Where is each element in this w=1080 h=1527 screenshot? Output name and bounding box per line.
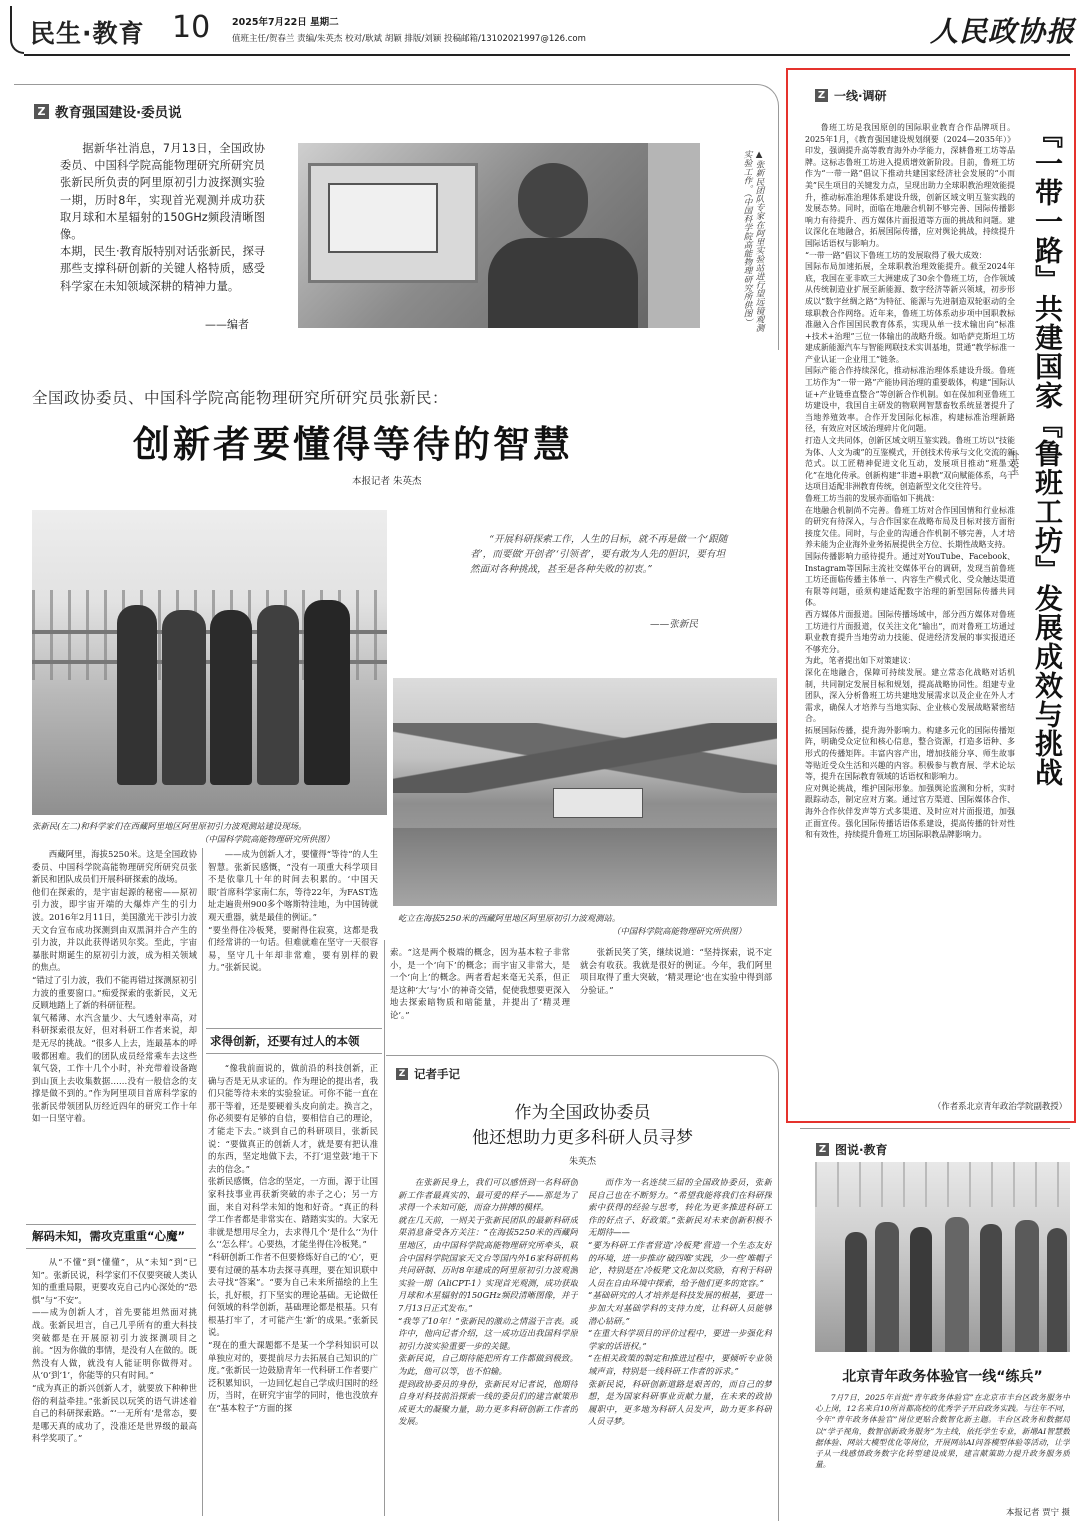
main-photo-2-credit: （中国科学院高能物理研究所供图） (612, 926, 746, 936)
notes-column-2: 而作为一名连续三届的全国政协委员，张新民自己也在不断努力。“希望我能将我们在科研探索中获得的经验与思考，转化为更多推进科研工作的好点子、好政策。”张新民对未来创新积极不无期待—— “要为科研工作者营造‘冷板凳’营造一个生态友好的环境，进一步推动‘破四唯’实践，少一些‘唯帽子论’，特别是在‘冷板凳’文化加以奖励，有利于科研人员在自由环境中探索，给予他们更多的宽容。” “基础研究的人才培养是科技发展的根基，要进一步加大对基础学科的支持力度，让科研人员能够潜心钻研。” “在重大科学项目的评价过程中，要进一步强化科学家的话语权。” “在相关政策的制定和推进过程中，要倾听专业领域声音，特别是一线科研工作者的诉求。” 张新民说，科研创新道路是艰苦的，而自己的梦想，是为国家科研事业贡献力量，在未来的政协履职中，更多地为科研人员发声，助力更多科研人员寻梦。 (588, 1177, 772, 1427)
photo-news-frame (800, 1128, 1070, 1129)
main-column-3: 索。“这是两个极端的概念，因为基本粒子非常小，是一个‘向下’的概念；而宇宙又非常大，是一个‘向上’的概念。两者看起来毫无关系，但正是这种‘大’与‘小’的神奇交错，促使我想要更深入地去探索暗物质和暗能量，并提出了‘精灵理论’。” (390, 947, 570, 1020)
main-subhead-2: 求得创新，还要有过人的本领 (210, 1034, 360, 1048)
frontline-author-note: （作者系北京青年政治学院副教授） (933, 1101, 1067, 1111)
intro-photo-caption: ▲张新民团队专家在阿里实验站进行望远镜观测实验工作。（中国科学院高能物理研究所供图） (742, 150, 764, 332)
main-photo-1-caption: 张新民(左二)和科学家们在西藏阿里地区阿里原初引力波观测站建设现场。 (32, 821, 307, 831)
notes-column-1: 在张新民身上，我们可以感悟到一名科研创新工作者最真实的、最可爱的样子——那是为了求得一个未知可能，而奋力拼搏的模样。 就在几天前，一则关于张新民团队的最新科研成果消息备受各方关注：“在海拔5250米的西藏阿里地区，由中国科学院高能物理研究所牵头，联合中国科学院国家天文台等国内外16家科研机构共同研制、历时8年建成的阿里原初引力波观测实验一期（AliCPT-1）实现首光观测，成功获取月球和木星辐射的150GHz频段清晰图像，并于7月13日正式发布。” “我等了10年！”张新民的激动之情溢于言表。或许中，他向记者介绍，这一成功迈出我国科学原初引力波实验重要一步的关键。 张新民说，自己期待能把所有工作都做到极致。为此，他可以等，也不怕输。 提到政协委员的身份，张新民对记者说，他期待自身对科技前沿探索一线的委员们的建言献策形成更大的凝聚力量，助力更多科研创新工作者的发展。 (398, 1177, 578, 1427)
photo-news-section-label: Z 图说·教育 (816, 1141, 888, 1158)
main-headline: 创新者要懂得等待的智慧 (133, 422, 573, 466)
section-z-icon: Z (815, 89, 828, 102)
main-subhead-2-rule-top (206, 1028, 382, 1029)
frontline-section-label: Z 一线·调研 (815, 87, 887, 104)
issue-date: 2025年7月22日 星期二 (232, 17, 339, 28)
main-column-1b: 从“不懂”到“懂懂”，从“未知”到“已知”。张新民说，科学家们不仅要突破人类认知的重重局限，更要攻克自己内心深处的“恐惧”与“不安”。 ——成为创新人才，首先要能坦然面对挑战。张新民坦言，自己几乎所有的重大科技突破都是在开展原初引力波探测项目之前。“因为你做的事情，是没有人在做的。既然没有人做，就没有人能证明你做得对。从‘0’到‘1’，你能等的只有时间。” “成为真正的新兴创新人才，就要放下种种世俗的利益牵挂。”张新民以玩笑的语气讲述着自己的科研探索路。“‘一无所有’是常态，要是哪天真的成功了，没准还是世界级的最高科学奖项了。” (32, 1257, 197, 1444)
section-name: 民生·教育 (30, 19, 145, 48)
main-column-2b: “像我前面说的，做前沿的科技创新，正确与否是无从求证的。作为理论的提出者，我们只能等待未来的实验验证。可你不能一直在那干等着，还是要硬着头皮向前走。换言之，你必须要有足够的自信，要相信自己的理论，才能走下去。”谈到自己的科研项目，张新民说：“要做真正的创新人才，就是要有把认准的东西，坚定地做下去，不打‘退堂鼓’地干下去的信念。” 张新民感慨，信念的坚定，一方面，源于让国家科技事业再获新突破的赤子之心；另一方面，来自对科学未知的饱和好奇。“真正的科学工作者都是非常实在、踏踏实实的。大家无非就是想用尽全力，去求得几个‘是什么’‘为什么’‘怎么样’。心要热，才能坐得住冷板凳。” “科研创新工作者不但要修炼好自己的‘心’，更要有过硬的基本功去探寻真理，要在知识联中去寻找“答案”。“要为自己未来所描绘的上生长，扎好根，打下坚实的理论基础。无论做任何领域的科学创新，基础理论都是根基。只有根基打牢了，才可能产生‘新’的成果。”张新民说。 “现在的重大课题都不是某一个学科知识可以单独应对的，要提前尽力去拓展自己知识的广度。”张新民一边鼓励青年一代科研工作者要广泛积累知识，一边回忆起自己学成归国时的经历，当时，在研究宇宙学的同时，他也没放弃在“基本粒子”方面的探 (208, 1063, 378, 1414)
notes-byline: 朱英杰 (568, 1157, 596, 1167)
main-photo-2-caption: 屹立在海拔5250米的西藏阿里地区阿里原初引力波观测站。 (398, 913, 621, 923)
photo-news-credit: 本报记者 贾宁 摄 (1006, 1507, 1070, 1517)
main-kicker: 全国政协委员、中国科学院高能物理研究所研究员张新民： (32, 389, 449, 407)
main-column-1: 西藏阿里，海拔5250米。这是全国政协委员、中国科学院高能物理研究所研究员张新民和团队成员们开展科研探索的战场。 他们在探索的，是宇宙起源的秘密——原初引力波，即宇宙开端的大爆炸产生的引力波。2016年2月11日，美国激光干涉引力波天文台宣布成功探测到由双黑洞并合产生的引力波，并以此获得诺贝尔奖。至此，宇宙暴胀时期诞生的原初引力波，成为相关领域的焦点。 “错过了引力波，我们不能再错过探测原初引力波的重要窗口。”痴爱探索的张新民，义无反顾地踏上了新的科研征程。 氧气稀薄、水汽含量少、大气透射率高，对科研探索很友好，但对科研工作者来说，却是无尽的挑战。“很多人上去，连最基本的呼吸都困难。我们的团队成员经常乘车去这些氧气袋，工作十几个小时，补充带着设备跑到山顶上去收集数据……没有一般信念的支撑是做不到的。”作为阿里项目首席科学家的张新民带领团队历经近四年的研究工作十年如一日坚守着。 (32, 849, 197, 1124)
frontline-headline: 『一带一路』共建国家『鲁班工坊』发展成效与挑战 (1031, 120, 1064, 787)
main-column-4: 张新民笑了笑，继续说道：“坚持探索，说不定就会有收获。我就是很好的例证。今年，我们阿里项目取得了重大突破，‘精灵理论’也在实验中得到部分验证。” (580, 947, 772, 995)
main-subhead-2-rule-bottom (206, 1053, 382, 1054)
section-z-icon: Z (34, 104, 49, 119)
page-number: 10 (172, 10, 211, 45)
main-column-2: ——成为创新人才，要懂得“等待”的人生智慧。张新民感慨，“没有一项重大科学项目不是依靠几十年的时间去积累的。‘中国天眼’首席科学家南仁东，等待22年，为FAST选址走遍贵州900多个喀斯特洼地，为中国铸就观天重器，就是最佳的例证。” “要坐得住冷板凳，要耐得住寂寞，这都是我们经常讲的一句话。但难就难在坚守一天很容易，坚守几十年却非常难，要有别样的毅力。”张新民说。 (208, 849, 378, 973)
masthead-rule (24, 54, 1070, 56)
intro-section-label: Z 教育强国建设·委员说 (34, 101, 182, 121)
frontline-author: 朴英玉 (1010, 450, 1020, 476)
intro-signoff: ——编者 (205, 318, 249, 331)
main-byline: 本报记者 朱英杰 (352, 476, 422, 487)
section-z-icon: Z (396, 1068, 408, 1080)
intro-photo (298, 143, 700, 328)
main-photo-1-credit: （中国科学院高能物理研究所供图） (200, 834, 334, 844)
main-pull-quote: “开展科研探索工作，人生的目标，就不再是做一个‘跟随者’，而要做‘开创者’‘引领者’，要有敢为人先的胆识，要有坦然面对各种挑战，甚至是各种失败的初衷。” (470, 534, 728, 575)
main-photo-1 (32, 510, 387, 815)
masthead (0, 0, 1080, 64)
main-pull-quote-attr: ——张新民 (650, 619, 698, 630)
photo-news-body: 7月7日，2025年首批“青年政务体验官”在北京市丰台区政务服务中心上岗，12名来自10所首都高校的优秀学子开启政务实践。与往年不同，今年“青年政务体验官”岗位更贴合数智化新主题。丰台区政务和数据局以“学子视角，数智创新政务服务”为主线，依托学生专业，新增AI智慧数据体验、网站大模型优化等岗位，开展网站AI问答模型体验等活动，让学子从一线感悟政务数字化转型建设成果，建言献策助力提升政务服务质量。 (815, 1393, 1070, 1470)
photo-news-headline: 北京青年政务体验官一线“练兵” (842, 1369, 1043, 1385)
section-z-icon: Z (816, 1143, 829, 1156)
main-photo-2 (393, 678, 777, 906)
notes-headline-line-2: 他还想助力更多科研人员寻梦 (472, 1128, 693, 1148)
main-subhead-1-rule-bottom (26, 1248, 196, 1249)
notes-headline-line-1: 作为全国政协委员 (514, 1103, 651, 1123)
main-subhead-1-rule-top (26, 1224, 196, 1225)
notes-section-label: Z 记者手记 (396, 1066, 460, 1082)
paper-name-logo: 人民政协报 (930, 15, 1076, 48)
intro-text: 据新华社消息，7月13日，全国政协委员、中国科学院高能物理研究所研究员张新民所负责的阿里原初引力波探测实验一期，历时8年，实现首光观测并成功获取月球和木星辐射的150GHz频段清晰图像。 本期，民生·教育版特别对话张新民，探寻那些支撑科研创新的关键人格特质，感受科学家在未知领域深耕的精神力量。 (60, 142, 265, 293)
masthead-bracket (10, 6, 24, 54)
staff-credits: 值班主任/贺春兰 责编/朱英杰 校对/耿斌 胡颖 排版/刘颖 投稿邮箱/13102021997@126.com (232, 34, 586, 44)
frontline-body: 鲁班工坊是我国原创的国际职业教育合作品牌项目。2025年1月，《教育强国建设规划纲要（2024—2035年）》印发，强调提升高等教育海外办学能力，深耕鲁班工坊等品牌。这标志鲁班工坊进入提质增效新阶段。目前，鲁班工坊作为“一带一路”倡议下推动共建国家经济社会发展的“小而美”民生项目的关键发力点，呈现出助力全球职教治理效能提升，推动标准治理体系建设升级，创新区域文明互鉴实践的发展态势。同时，面临在地融合机制不够完善、国际传播影响力有待提升、西方媒体片面报道等方面的挑战和问题。建议深化在地融合，拓展国际传播，应对舆论挑战，持续提升国际话语权与影响力。 “一带一路”倡议下鲁班工坊的发展取得了极大成效： 国际布局加速拓展，全球职教治理效能提升。截至2024年底，我国在亚非欧三大洲建成了30余个鲁班工坊，合作领域从传统制造业扩展至新能源、数字经济等新兴领域，初步形成以“数字丝绸之路”为特征、能源与先进制造双轮驱动的全球职教合作网络。近年来，鲁班工坊体系动步项中国职教标准融入合作国国民教育体系，实现从单一技术输出向“标准+技术+治理”三位一体输出的战略升级。如哈萨克斯坦工坊建成新能源汽车与智能网联技术实训基地，贯通“教学标准一产业认证一企业用工”链条。 国际产能合作持续深化，推动标准治理体系建设升级。鲁班工坊作为“一带一路”产能协同治理的重要载体，构建“国际认证+产业链垂直整合”等创新合作机制。如在保加利亚鲁班工坊建设中，我国自主研发的物联网智慧畜牧系统显著提升了当地养殖效率。合作开发国际化标准，构建标准治理新路径，有效应对区域治理碎片化问题。 打造人文共同体，创新区域文明互鉴实践。鲁班工坊以“技能为体、人文为魂”的互鉴模式，开创技术传承与文化交流的新范式。以工匠精神促进文化互动，发展项目推动“班墨文化”在地化传承。创新构建“非遗+职教”双向赋能体系，乌干达项目适配非洲教育传统，创造新型文化交往符号。 鲁班工坊当前的发展亦面临如下挑战： 在地融合机制尚不完善。鲁班工坊对合作国国情和行业标准的研究有待深入，与合作国家在战略布局及目标对接方面衔接度欠佳。同时，与企业的沟通合作机制不够完善，人才培养未能为企业海外业务拓展提供全方位、长期性战略支持。 国际传播影响力亟待提升。通过对YouTube、Facebook、Instagram等国际主流社交媒体平台的调研，发现当前鲁班工坊还面临传播主体单一、内容生产模式化、受众触达渠道有限等问题，亟须构建适配数字治理的新型国际传播共同体。 西方媒体片面报道。国际传播场域中，部分西方媒体对鲁班工坊进行片面报道，仅关注文化“输出”，而对鲁班工坊通过职业教育提升当地劳动力技能、促进经济发展的事实报道还不够充分。 为此，笔者提出如下对策建议： 深化在地融合，保障可持续发展。建立常态化战略对话机制，共同制定发展目标和规划，提高战略协同性。组建专业团队，深入分析鲁班工坊共建地发展需求以及企业在外人才需求，确保人才培养与当地实际、企业核心发展战略紧密结合。 拓展国际传播，提升海外影响力。构建多元化的国际传播矩阵，明确受众定位和核心信息，整合资源，打造多语种、多形式的传播矩阵。丰富内容产出，增加技能分享、师生故事等贴近受众生活和兴趣的内容。积极参与教育展、学术论坛等，提升在国际教育领域的话语权和影响力。 应对舆论挑战，维护国际形象。加强舆论监测和分析，实时跟踪动态，制定应对方案。通过官方渠道、国际媒体合作、海外合作伙伴发声等方式多渠道、及时应对片面报道，加强正面宣传。强化国际传播话语体系建设，提高传播的针对性和有效性，持续提升鲁班工坊国际职教品牌影响力。 (805, 123, 1015, 840)
main-subhead-1: 解码未知，需攻克重重“心魔” (32, 1229, 186, 1243)
photo-news-image (815, 1162, 1070, 1352)
